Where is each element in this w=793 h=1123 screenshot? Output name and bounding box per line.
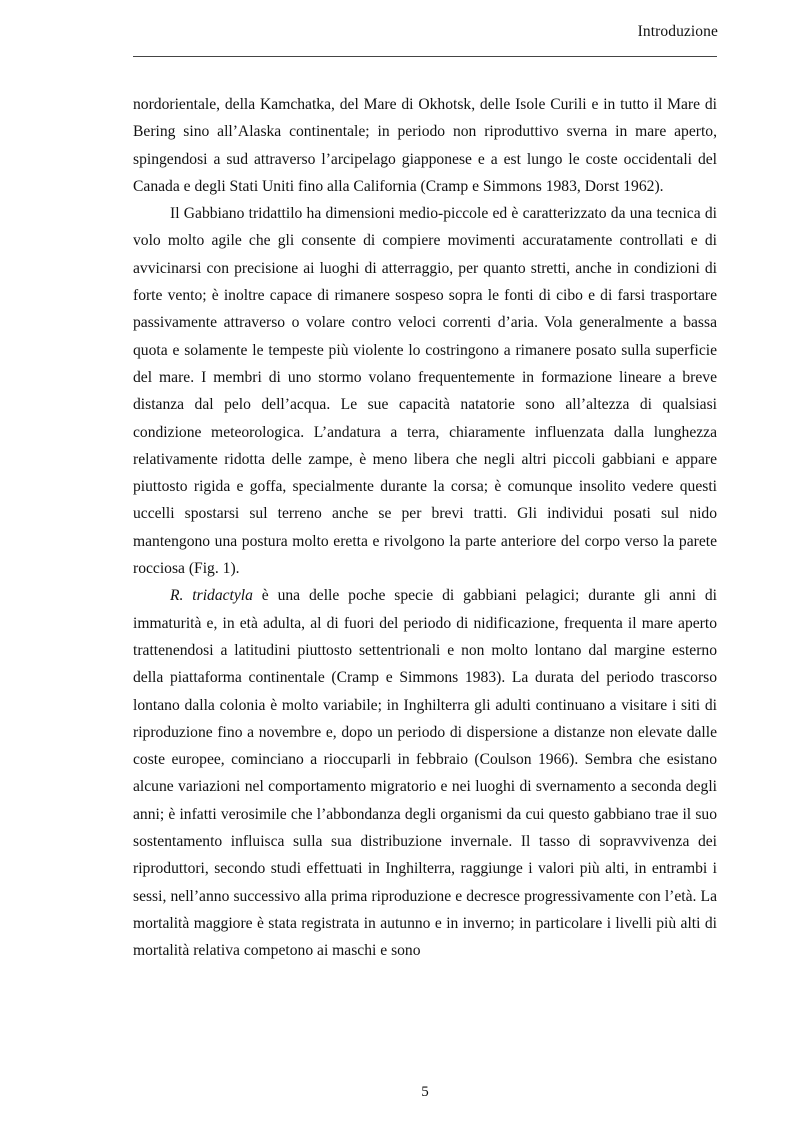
paragraph-1: nordorientale, della Kamchatka, del Mare di Okhotsk, delle Isole Curili e in tutto il Mare di Bering sino all’Alaska continentale; in periodo non riproduttivo sverna in mare aperto, spingendosi a sud attraverso l’arcipelago giapponese e a est lungo le coste occidentali del Canada e degli Stati Uniti fino alla California (Cramp e Simmons 1983, Dorst 1962).	[133, 96, 717, 195]
body-text	[133, 91, 717, 965]
page-number: 5	[421, 1084, 429, 1100]
header-rule	[133, 56, 717, 57]
running-header-title: Introduzione	[637, 23, 718, 40]
paragraph-3-text: è una delle poche specie di gabbiani pelagici; durante gli anni di immaturità e, in età adulta, al di fuori del periodo di nidificazione, frequenta il mare aperto trattenendosi a latitudini piuttosto settentrionali e non molto lontano dal margine esterno della piattaforma continentale (Cramp e Simmons 1983). La durata del periodo trascorso lontano dalla colonia è molto variabile; in Inghilterra gli adulti continuano a visitare i siti di riproduzione fino a novembre e, dopo un periodo di dispersione a distanze non elevate dalle coste europee, cominciano a rioccuparli in febbraio (Coulson 1966). Sembra che esistano alcune variazioni nel comportamento migratorio e nei luoghi di svernamento a seconda degli anni; è infatti verosimile che l’abbondanza degli organismi da cui questo gabbiano trae il suo sostentamento influisca sulla sua distribuzione invernale. Il tasso di sopravvivenza dei riproduttori, secondo studi effettuati in Inghilterra, raggiunge i valori più alti, in entrambi i sessi, nell’anno successivo alla prima riproduzione e decresce progressivamente con l’età. La mortalità maggiore è stata registrata in autunno e in inverno; in particolare i livelli più alti di mortalità relativa competono ai maschi e sono	[133, 587, 717, 960]
paragraph-3	[133, 582, 717, 964]
species-name: R. tridactyla	[170, 587, 253, 605]
paragraph-2: Il Gabbiano tridattilo ha dimensioni medio-piccole ed è caratterizzato da una tecnica di volo molto agile che gli consente di compiere movimenti accuratamente controllati e di avvicinarsi con precisione ai luoghi di atterraggio, per quanto stretti, anche in condizioni di forte vento; è inoltre capace di rimanere sospeso sopra le fonti di cibo e di farsi trasportare passivamente attraverso o volare contro veloci correnti d’aria. Vola generalmente a bassa quota e solamente le tempeste più violente lo costringono a rimanere posato sulla superficie del mare. I membri di uno stormo volano frequentemente in formazione lineare a breve distanza dal pelo dell’acqua. Le sue capacità natatorie sono all’altezza di qualsiasi condizione meteorologica. L’andatura a terra, chiaramente influenzata dalla lunghezza relativamente ridotta delle zampe, è meno libera che negli altri piccoli gabbiani e appare piuttosto rigida e goffa, specialmente durante la corsa; è comunque insolito vedere questi uccelli spostarsi sul terreno anche se per brevi tratti. Gli individui posati sul nido mantengono una postura molto eretta e rivolgono la parte anteriore del corpo verso la parete rocciosa (Fig. 1).	[133, 205, 717, 578]
